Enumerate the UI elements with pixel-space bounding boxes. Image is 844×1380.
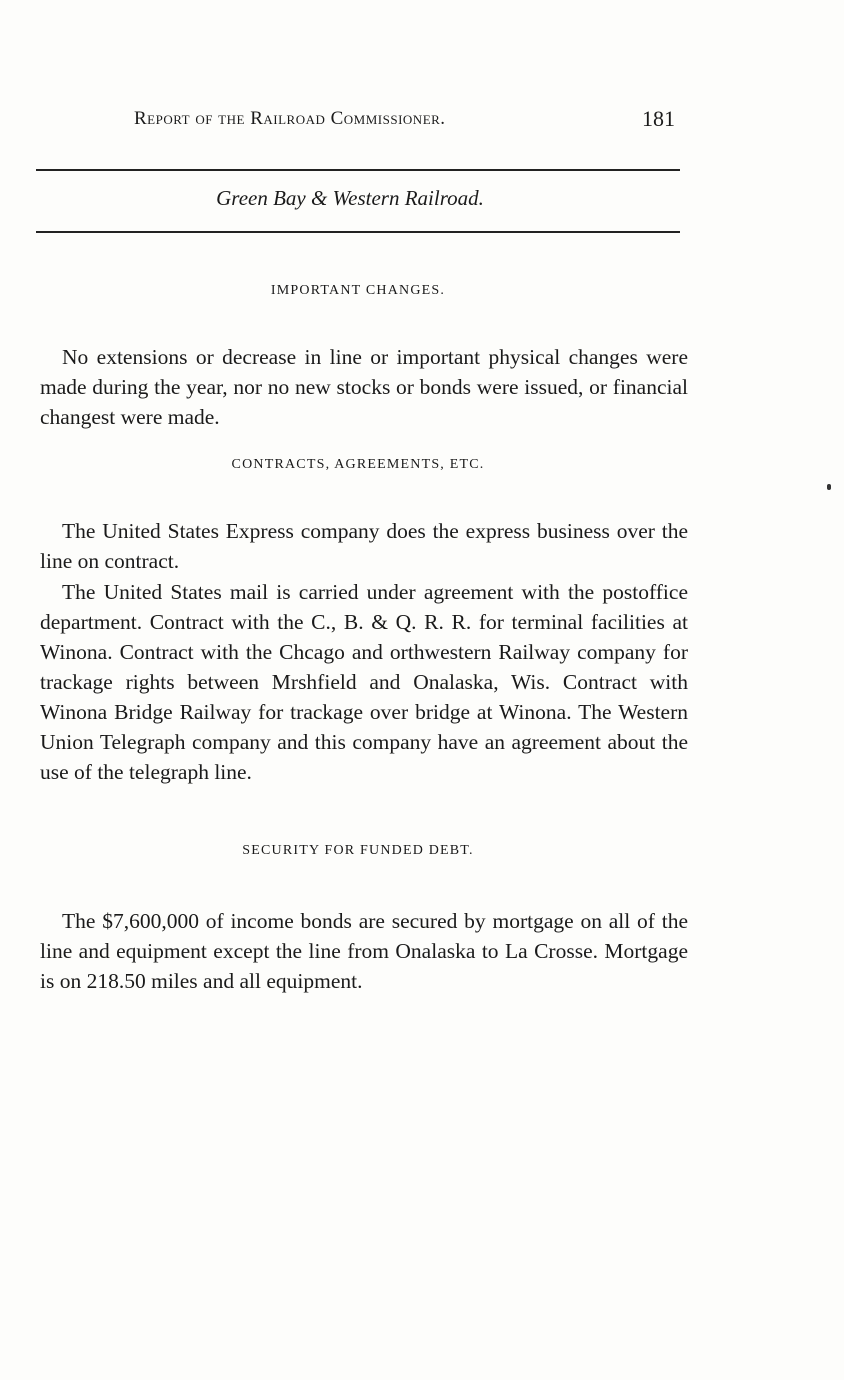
paragraph-express-contract: The United States Express company does the express business over the line on contract. (40, 518, 688, 573)
running-title: Report of the Railroad Commissioner. (134, 108, 446, 129)
running-head (0, 104, 844, 144)
heading-contracts-agreements: CONTRACTS, AGREEMENTS, ETC. (231, 457, 485, 472)
section-title: Green Bay & Western Railroad. (216, 186, 484, 210)
paragraph-mail-and-trackage: The United States mail is carried under agreement with the postoffice department. Contract with the C., B. & Q. R. R. for terminal facilities at Winona. Contract with the Chcago and orthwestern Railway company for trackage rights between Mrshfield and Onalaska, Wis. Contract with Winona Bridge Railway for trackage over bridge at Winona. The Western Union Telegraph company and this company have an agreement about the use of the telegraph line. (40, 579, 688, 784)
top-rule (36, 169, 680, 171)
heading-security-funded-debt: SECURITY FOR FUNDED DEBT. (242, 843, 474, 858)
heading-important-changes: IMPORTANT CHANGES. (270, 283, 446, 298)
paragraph-important-changes: No extensions or decrease in line or important physical changes were made during the year, nor no new stocks or bonds were issued, or financial changest were made. (40, 344, 688, 429)
page-number: 181 (642, 106, 675, 131)
ink-speck (827, 484, 831, 490)
paragraph-funded-debt: The $7,600,000 of income bonds are secured by mortgage on all of the line and equipment except the line from Onalaska to La Crosse. Mortgage is on 218.50 miles and all equipment. (40, 908, 688, 993)
bottom-rule (36, 231, 680, 233)
